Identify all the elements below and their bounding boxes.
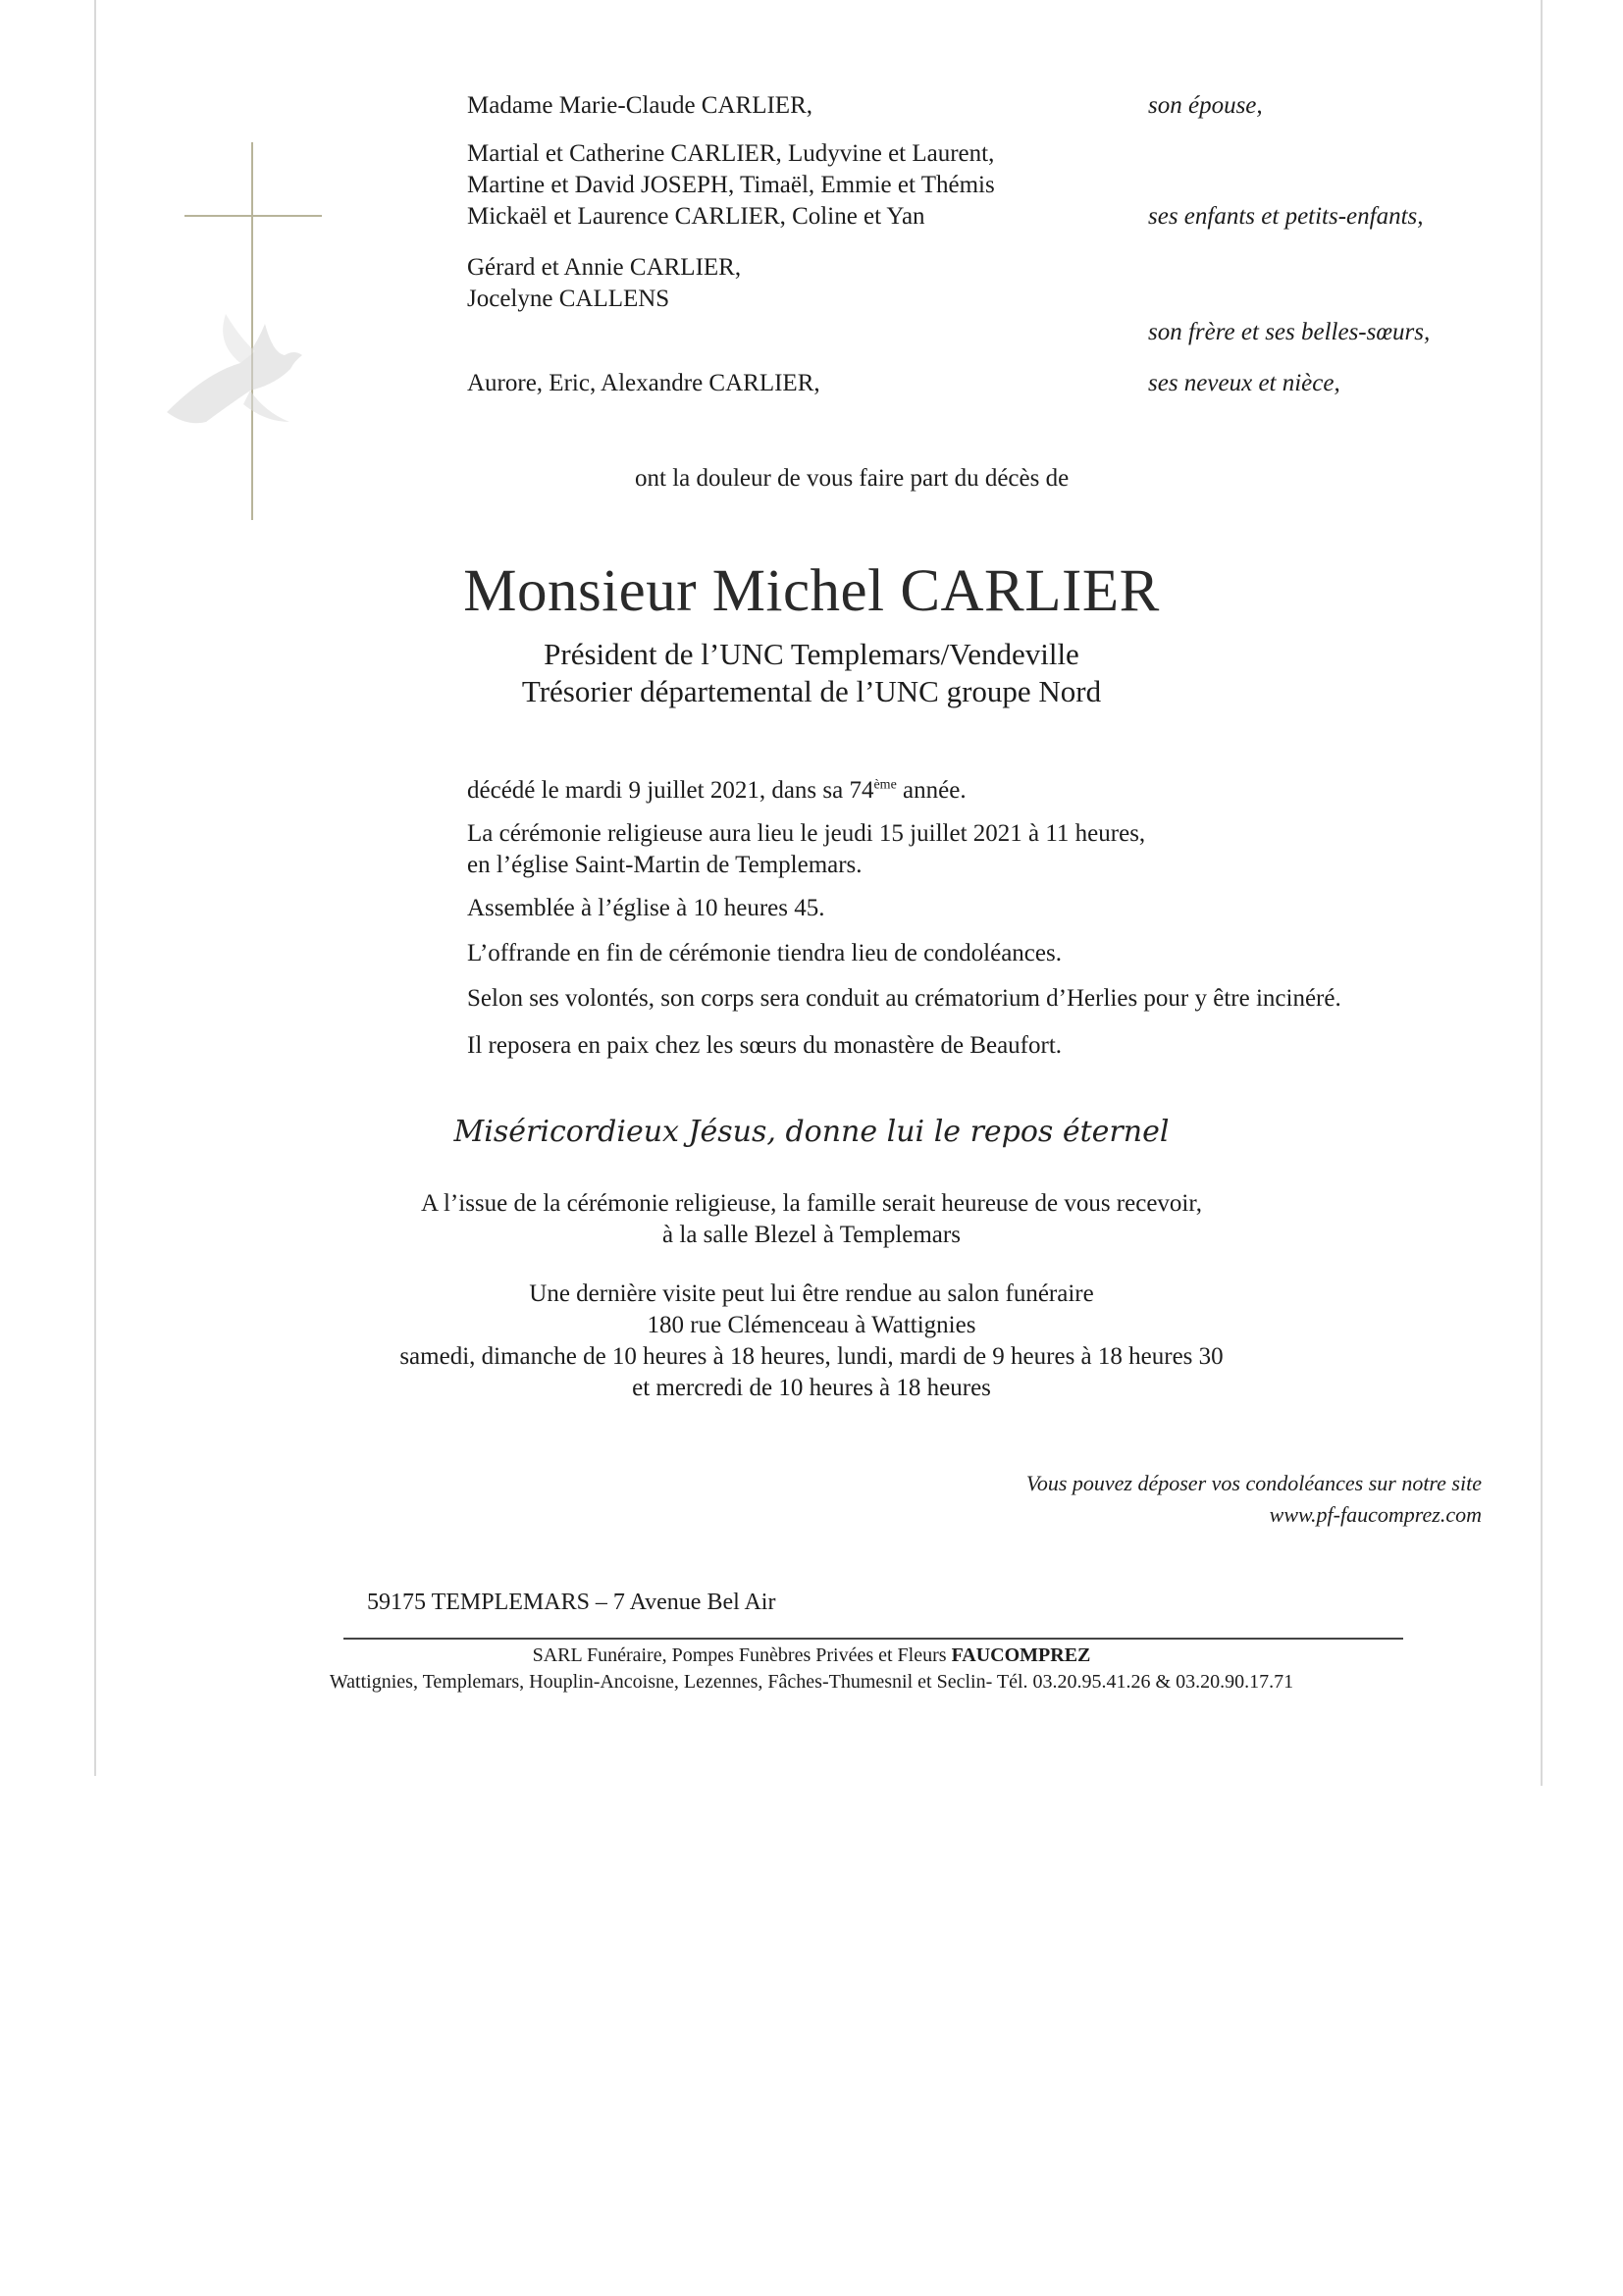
relation-siblings: son frère et ses belles-sœurs, (1148, 319, 1431, 345)
death-date-line (467, 777, 967, 805)
dove-icon (167, 314, 302, 423)
visit-line-3: samedi, dimanche de 10 heures à 18 heures, lundi, mardi de 9 heures à 18 heures 30 (399, 1343, 1224, 1370)
family-line-children-3: Mickaël et Laurence CARLIER, Coline et Yan (467, 203, 925, 230)
relation-spouse: son épouse, (1148, 92, 1263, 119)
death-date-tail: année. (896, 777, 967, 804)
reception-line-1: A l’issue de la cérémonie religieuse, la famille serait heureuse de vous recevoir, (421, 1190, 1202, 1217)
family-line-children-2: Martine et David JOSEPH, Timaël, Emmie et Thémis (467, 172, 995, 198)
visit-line-4: et mercredi de 10 heures à 18 heures (632, 1375, 991, 1401)
cross-dove-emblem (147, 128, 343, 530)
footer-company-line (0, 1644, 1623, 1667)
family-line-spouse: Madame Marie-Claude CARLIER, (467, 92, 812, 119)
family-line-siblings-1: Gérard et Annie CARLIER, (467, 254, 742, 281)
crematorium-line: Selon ses volontés, son corps sera conduit au crématorium d’Herlies pour y être incinéré. (467, 985, 1341, 1012)
ceremony-line-1: La cérémonie religieuse aura lieu le jeudi 15 juillet 2021 à 11 heures, (467, 820, 1146, 847)
death-date-superscript: ème (873, 777, 897, 793)
assembly-line: Assemblée à l’église à 10 heures 45. (467, 895, 825, 921)
family-line-children-1: Martial et Catherine CARLIER, Ludyvine et Laurent, (467, 140, 995, 167)
page-edge-left (94, 0, 96, 1776)
deceased-title-1: Président de l’UNC Templemars/Vendeville (544, 637, 1079, 671)
relation-nephews: ses neveux et nièce, (1148, 370, 1340, 396)
page-edge-right (1541, 0, 1543, 1786)
prayer-text: Miséricordieux Jésus, donne lui le repos éternel (453, 1115, 1170, 1149)
condolences-website[interactable]: www.pf-faucomprez.com (1269, 1502, 1482, 1527)
family-line-siblings-2: Jocelyne CALLENS (467, 286, 670, 312)
footer-address: 59175 TEMPLEMARS – 7 Avenue Bel Air (367, 1590, 776, 1615)
visit-line-2: 180 rue Clémenceau à Wattignies (647, 1312, 976, 1338)
rest-line: Il reposera en paix chez les sœurs du monastère de Beaufort. (467, 1032, 1063, 1059)
announcement-text: ont la douleur de vous faire part du décès de (635, 465, 1070, 492)
offering-line: L’offrande en fin de cérémonie tiendra lieu de condoléances. (467, 940, 1062, 966)
footer-locations: Wattignies, Templemars, Houplin-Ancoisne, Lezennes, Fâches-Thumesnil et Seclin- Tél. 03.20.95.41.26 & 03.20.90.17.71 (329, 1671, 1294, 1693)
visit-line-1: Une dernière visite peut lui être rendue au salon funéraire (529, 1280, 1094, 1307)
reception-line-2: à la salle Blezel à Templemars (662, 1222, 961, 1248)
footer-company-name: FAUCOMPREZ (951, 1644, 1091, 1666)
relation-children: ses enfants et petits-enfants, (1148, 203, 1424, 230)
footer-divider (343, 1638, 1403, 1640)
family-line-nephews: Aurore, Eric, Alexandre CARLIER, (467, 370, 820, 396)
ceremony-line-2: en l’église Saint-Martin de Templemars. (467, 852, 863, 878)
condolences-line-1: Vous pouvez déposer vos condoléances sur notre site (1025, 1471, 1482, 1495)
footer-company-prefix: SARL Funéraire, Pompes Funèbres Privées et Fleurs (532, 1644, 952, 1666)
deceased-name: Monsieur Michel CARLIER (463, 558, 1160, 624)
death-date-text: décédé le mardi 9 juillet 2021, dans sa 74 (467, 777, 874, 804)
deceased-title-2: Trésorier départemental de l’UNC groupe Nord (521, 674, 1102, 708)
